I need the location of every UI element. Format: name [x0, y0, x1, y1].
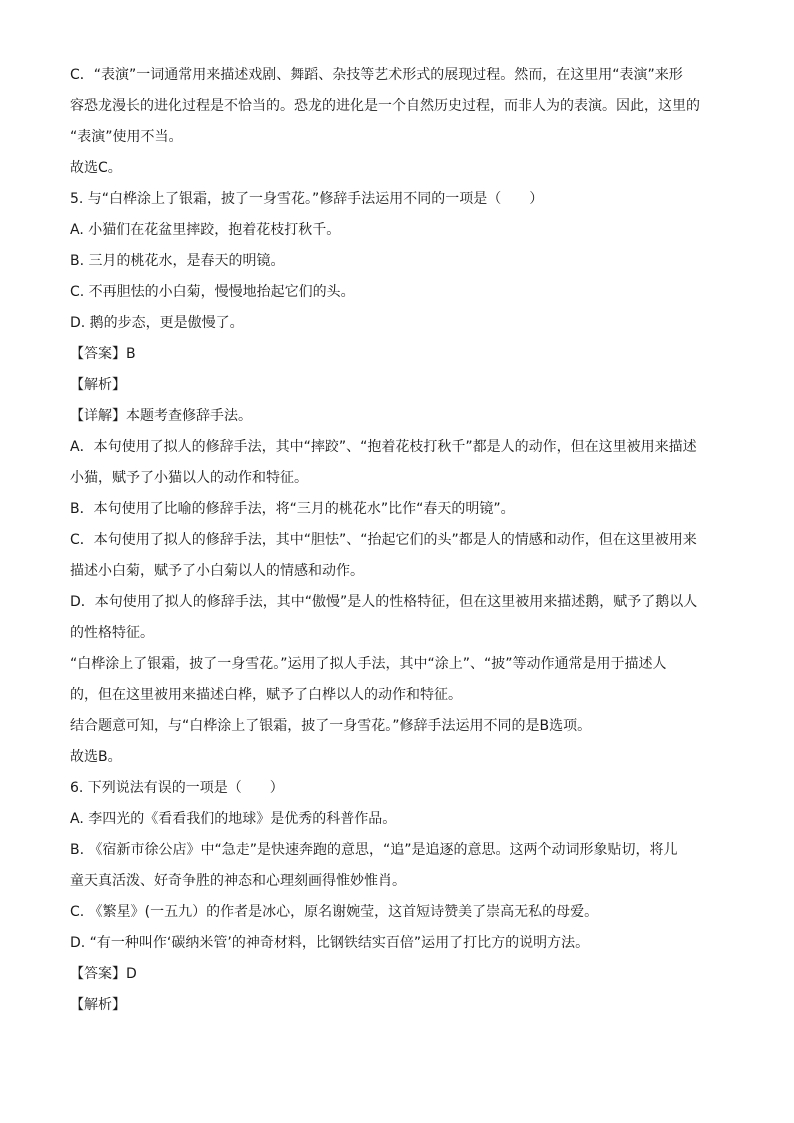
text-line: A．本句使用了拟人的修辞手法，其中“摔跤”、“抱着花枝打秋千”都是人的动作，但在这里被用来描述	[70, 439, 697, 455]
question-6-stem: 6. 下列说法有误的一项是（ ）	[70, 780, 284, 796]
text-line: 结合题意可知，与“白桦涂上了银霜，披了一身雪花。”修辞手法运用不同的是B选项。	[70, 718, 592, 734]
answer-label: 【答案】B	[70, 346, 136, 362]
text-line: C．本句使用了拟人的修辞手法，其中“胆怯”、“抬起它们的头”都是人的情感和动作，但在这里被用来	[70, 532, 697, 548]
text-line: 描述小白菊，赋予了小白菊以人的情感和动作。	[70, 563, 364, 579]
option-a: A. 小猫们在花盆里摔跤，抱着花枝打秋千。	[70, 222, 341, 238]
text-line: 的性格特征。	[70, 625, 154, 641]
option-b: B. 《宿新市徐公店》中“急走”是快速奔跑的意思，“追”是追逐的意思。这两个动词形象贴切，将儿	[70, 842, 678, 858]
text-line: 故选C。	[70, 160, 122, 176]
text-line: 小猫，赋予了小猫以人的动作和特征。	[70, 470, 308, 486]
text-line: 故选B。	[70, 749, 122, 765]
text-line: “白桦涂上了银霜，披了一身雪花。”运用了拟人手法，其中“涂上”、“披”等动作通常是用于描述人	[70, 656, 667, 672]
answer-label: 【答案】D	[70, 966, 137, 982]
text-line: 容恐龙漫长的进化过程是不恰当的。恐龙的进化是一个自然历史过程，而非人为的表演。因此，这里的	[70, 98, 700, 114]
option-d: D. 鹅的步态，更是傲慢了。	[70, 315, 244, 331]
option-c: C. 《繁星》(一五九）的作者是冰心，原名谢婉莹，这首短诗赞美了崇高无私的母爱。	[70, 904, 599, 920]
analysis-label: 【解析】	[70, 377, 126, 393]
question-5-stem: 5. 与“白桦涂上了银霜，披了一身雪花。”修辞手法运用不同的一项是（ ）	[70, 191, 544, 207]
option-c: C. 不再胆怯的小白菊，慢慢地抬起它们的头。	[70, 284, 355, 300]
detail-line: 【详解】本题考查修辞手法。	[70, 408, 252, 424]
document-body	[70, 60, 726, 1021]
option-d: D. “有一种叫作‘碳纳米管’的神奇材料，比钢铁结实百倍”运用了打比方的说明方法。	[70, 935, 590, 951]
text-line: 的，但在这里被用来描述白桦，赋予了白桦以人的动作和特征。	[70, 687, 462, 703]
text-line: C．“表演”一词通常用来描述戏剧、舞蹈、杂技等艺术形式的展现过程。然而，在这里用“表演”来形	[70, 67, 683, 83]
analysis-label: 【解析】	[70, 997, 126, 1013]
text-line: 童天真活泼、好奇争胜的神态和心理刻画得惟妙惟肖。	[70, 873, 406, 889]
text-line: “表演”使用不当。	[70, 129, 183, 145]
text-line: B．本句使用了比喻的修辞手法，将“三月的桃花水”比作“春天的明镜”。	[70, 501, 515, 517]
option-a: A. 李四光的《看看我们的地球》是优秀的科普作品。	[70, 811, 397, 827]
option-b: B. 三月的桃花水，是春天的明镜。	[70, 253, 285, 269]
text-line: D．本句使用了拟人的修辞手法，其中“傲慢”是人的性格特征，但在这里被用来描述鹅，赋予了鹅以人	[70, 594, 698, 610]
